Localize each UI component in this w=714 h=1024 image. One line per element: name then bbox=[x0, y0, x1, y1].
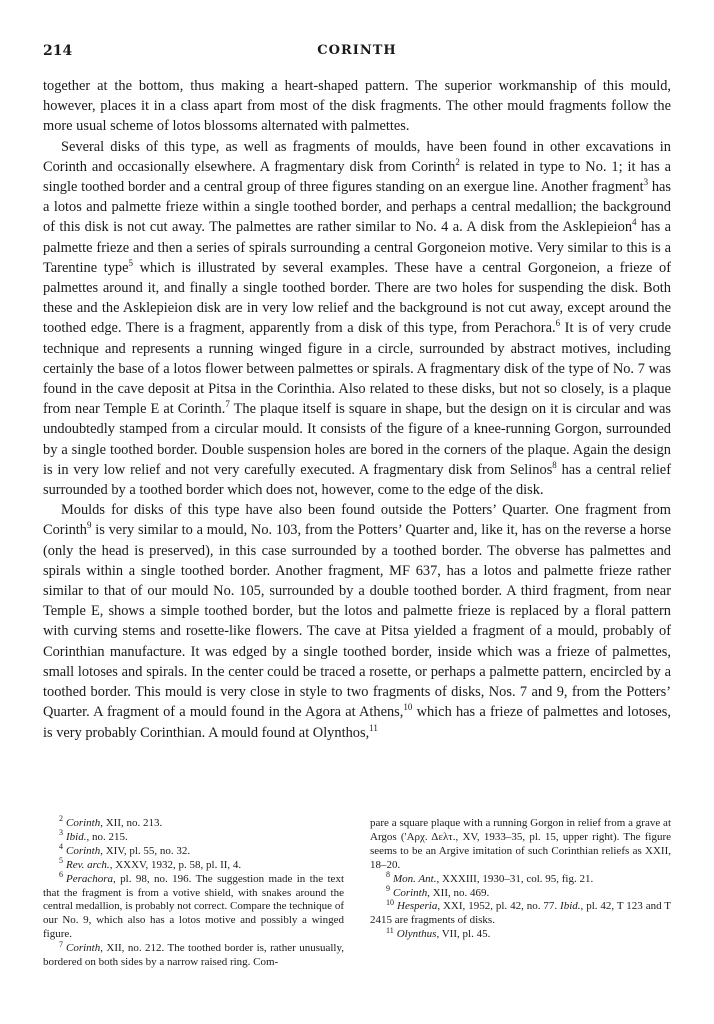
footnote-number: 9 bbox=[386, 883, 390, 893]
body-text-run: which is illustrated by several examples. These have a central Gorgoneion, a frieze of palmettes around it, and finally a single toothed border. There are two holes for suspending the disk. Both these and the Asklepieion disk are in very low relief and the background is not cut away, except around the toothed edge. There is a fragment, apparently from a disk of this type, from Perachora. bbox=[43, 259, 671, 337]
citation-title: Corinth bbox=[393, 886, 428, 899]
body-text-run: is related in type to No. 1; it has a single toothed border and a central group of three figures standing on an exergue line. Another fragment bbox=[43, 158, 671, 196]
footnote bbox=[43, 828, 344, 845]
footnote-reference: 4 bbox=[632, 217, 637, 228]
footnote-text: , XII, no. 213. bbox=[100, 817, 163, 829]
footnote-text: , XXXIII, 1930–31, col. 95, fig. 21. bbox=[436, 872, 594, 885]
body-text-run: has a palmette frieze and then a series of spirals surrounding a central Gorgoneion motive. Very similar to this is a Tarentine type bbox=[43, 219, 671, 276]
footnote bbox=[43, 856, 344, 873]
footnote bbox=[43, 842, 344, 859]
citation-title: Corinth bbox=[66, 817, 101, 829]
footnote-text: , pl. 98, no. 196. The suggestion made in the text that the fragment is from a votive shield, with snakes around the central medallion, is probably not correct. Compare the technique of our No. 9, which also has a lotos motive and possibly a winged figure. bbox=[43, 872, 344, 941]
citation-title: Rev. arch. bbox=[66, 858, 110, 871]
citation-title: Ibid. bbox=[560, 900, 581, 913]
footnote bbox=[43, 939, 344, 970]
page-header bbox=[43, 43, 671, 63]
citation-title: Perachora bbox=[66, 872, 114, 885]
footnote-text: pare a square plaque with a running Gorgon in relief from a grave at Argos ('Αρχ. Δελτ., XV, 1933–35, pl. 15, upper right). The figure seems to be an Argive imitation of such Corinthian reliefs as XXII, 18–20. bbox=[370, 817, 671, 871]
footnote-text: , XXI, 1952, pl. 42, no. 77. bbox=[437, 900, 561, 913]
running-head: CORINTH bbox=[317, 43, 397, 58]
footnote-reference: 2 bbox=[455, 157, 460, 168]
footnote bbox=[370, 897, 672, 928]
footnote bbox=[370, 817, 671, 873]
citation-title: Hesperia bbox=[397, 900, 438, 913]
footnote-number: 11 bbox=[386, 925, 394, 935]
citation-title: Corinth bbox=[66, 844, 101, 857]
footnote-reference: 5 bbox=[128, 258, 134, 269]
footnote-number: 8 bbox=[386, 869, 390, 879]
body-text-run: The plaque itself is square in shape, but the design on it is circular and was undoubtedly stamped from a circular mould. It consists of the figure of a knee-running Gorgon, surrounded by a single toothed border. Double suspension holes are bored in the corners of the plaque. Again the design is in very low relief and not very carefully executed. A fragmentary disk from Selinos bbox=[43, 401, 671, 478]
footnote-text: , VII, pl. 45. bbox=[436, 928, 491, 941]
footnote-text: , XII, no. 469. bbox=[427, 886, 490, 899]
footnote-reference: 3 bbox=[643, 177, 649, 188]
footnote bbox=[370, 925, 671, 942]
footnotes-left-column bbox=[43, 814, 344, 970]
body-text bbox=[43, 76, 671, 743]
footnote-reference: 6 bbox=[555, 318, 561, 329]
footnote-text: , XXXV, 1932, p. 58, pl. II, 4. bbox=[109, 858, 242, 871]
footnote bbox=[43, 814, 344, 831]
footnote-number: 2 bbox=[59, 814, 63, 824]
body-paragraph bbox=[43, 137, 671, 501]
footnote-number: 4 bbox=[59, 842, 63, 852]
body-text-run: has a lotos and palmette frieze within a single toothed border, and perhaps a central medallion; the background of this disk is not cut away. The palmettes are rather similar to No. 4 a. A disk from the Asklepieion bbox=[43, 179, 672, 236]
footnotes-right-column bbox=[370, 817, 671, 942]
footnote-number: 5 bbox=[59, 856, 63, 866]
footnote-reference: 9 bbox=[86, 520, 92, 531]
footnote-text: , pl. 42, T 123 and T 2415 are fragments of disks. bbox=[370, 900, 672, 927]
body-text-run: Moulds for disks of this type have also been found outside the Potters’ Quarter. One fragment from Corinth bbox=[43, 502, 671, 539]
footnote-number: 10 bbox=[386, 897, 394, 907]
body-paragraph bbox=[43, 500, 671, 742]
body-text-run: It is of very crude technique and represents a running winged figure in a circle, surrounded by abstract motives, including certainly the base of a lotos flower between palmettes or spirals. A fragmentary disk of the type of No. 7 was found in the cave deposit at Pitsa in the Corinthia. Also related to these disks, but not so closely, is a plaque from near Temple E at Corinth. bbox=[43, 320, 671, 418]
footnote bbox=[370, 869, 671, 887]
citation-title: Ibid. bbox=[66, 830, 87, 843]
footnote-number: 6 bbox=[59, 869, 63, 879]
footnote-reference: 7 bbox=[225, 399, 230, 410]
citation-title: Corinth bbox=[66, 942, 101, 955]
footnote-reference: 8 bbox=[552, 460, 557, 471]
page-number: 214 bbox=[43, 43, 73, 59]
body-text-run: has a central relief surrounded by a toothed border which does not, however, come to the edge of the disk. bbox=[43, 461, 671, 499]
body-paragraph bbox=[43, 76, 671, 137]
footnote-reference: 11 bbox=[369, 722, 378, 733]
citation-title: Olynthus bbox=[396, 928, 437, 941]
body-text-run: which has a frieze of palmettes and lotoses, is very probably Corinthian. A mould found at Olynthos, bbox=[43, 704, 671, 741]
footnote-text: , XII, no. 212. The toothed border is, rather unusually, bordered on both sides by a narrow raised ring. Com- bbox=[43, 942, 344, 969]
footnote bbox=[370, 883, 671, 901]
footnote-number: 7 bbox=[59, 939, 63, 949]
footnote-number: 3 bbox=[59, 828, 63, 838]
body-text-run: together at the bottom, thus making a heart-shaped pattern. The superior workmanship of this mould, however, places it in a class apart from most of the disk fragments. The other mould fragments follow the more usual scheme of lotos blossoms alternated with palmettes. bbox=[43, 78, 671, 135]
body-text-run: Several disks of this type, as well as fragments of moulds, have been found in other excavations in Corinth and occasionally elsewhere. A fragmentary disk from Corinth bbox=[43, 138, 671, 175]
footnote-reference: 10 bbox=[403, 702, 413, 713]
body-text-run: is very similar to a mould, No. 103, from the Potters’ Quarter and, like it, has on the reverse a horse (only the head is preserved), in this case surrounded by a toothed border. The obverse has palmettes and spirals within a single toothed border. Another fragment, MF 637, has a lotos and palmette frieze rather similar to that of our mould No. 105, surrounded by a double toothed border. A third fragment, from near Temple E, shows a simple toothed border, but the lotos and palmette frieze is replaced by a floral pattern with curving stems and rosette-like flowers. The cave at Pitsa yielded a fragment of a mould, probably of Corinthian manufacture. It was edged by a single toothed border, inside which was a frieze of palmettes, small lotoses and spirals. In the center could be traced a rosette, or perhaps a palmette pattern, encircled by a toothed border. This mould is very close in style to two fragments of disks, Nos. 7 and 9, from the Potters’ Quarter. A fragment of a mould found in the Agora at Athens, bbox=[43, 522, 671, 721]
footnote-text: , XIV, pl. 55, no. 32. bbox=[100, 844, 191, 857]
footnote bbox=[43, 869, 344, 943]
citation-title: Mon. Ant. bbox=[393, 872, 437, 885]
footnote-text: , no. 215. bbox=[86, 830, 128, 843]
